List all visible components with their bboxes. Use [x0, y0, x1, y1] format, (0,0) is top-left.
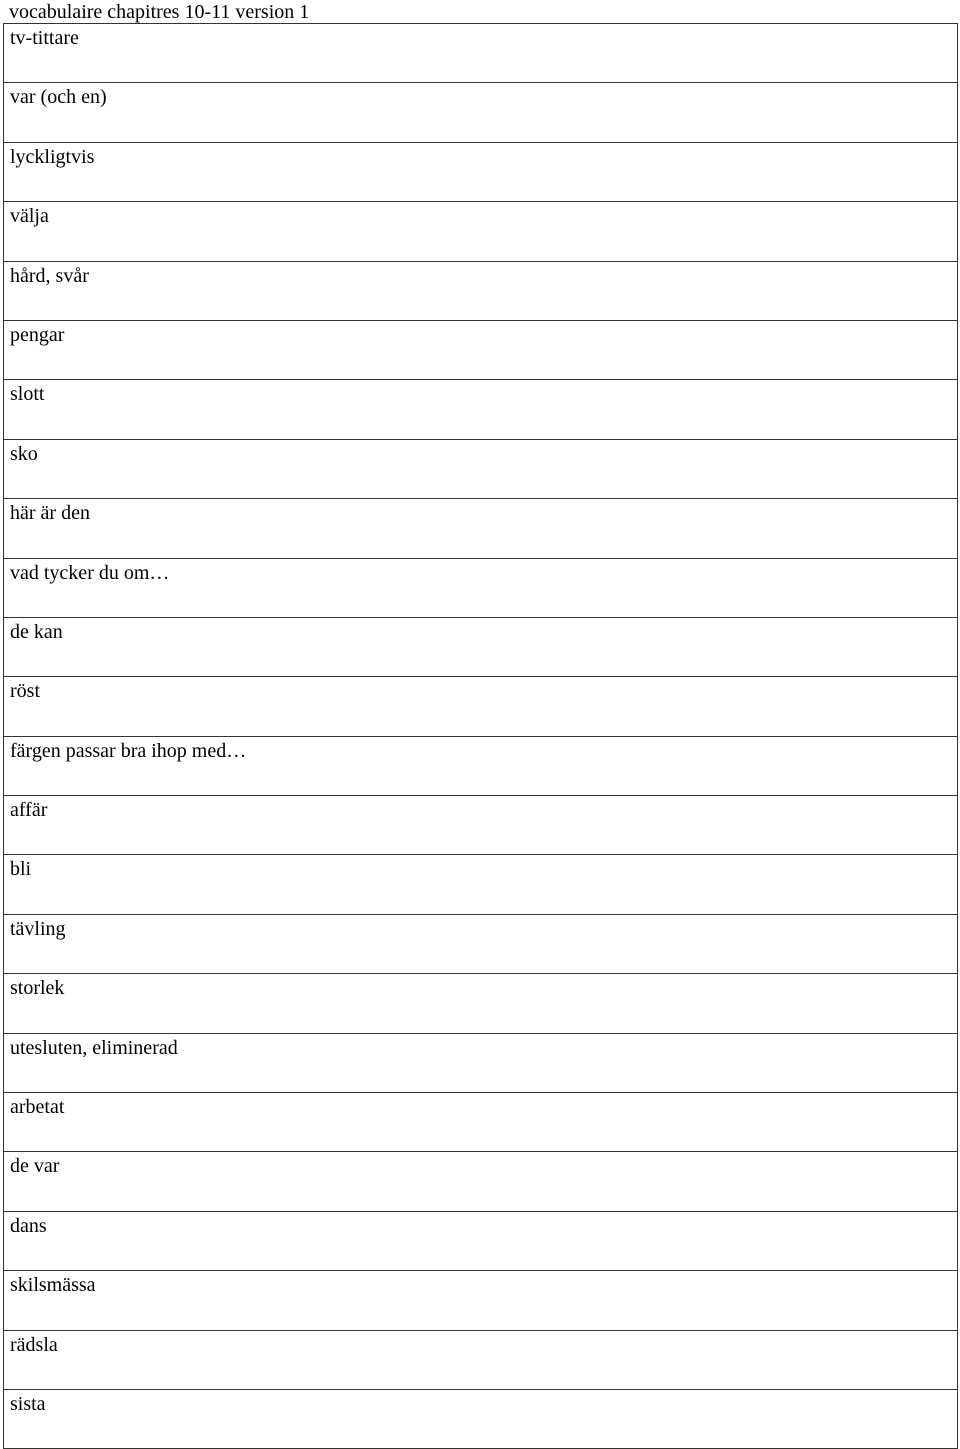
vocab-term: dans: [10, 1214, 47, 1237]
vocab-row: [4, 24, 958, 83]
vocab-term: välja: [10, 205, 49, 228]
vocab-term: pengar: [10, 323, 65, 346]
vocab-term: vad tycker du om…: [10, 561, 170, 584]
vocab-row: [4, 736, 958, 795]
vocab-cell[interactable]: [4, 1093, 958, 1152]
vocab-term: sista: [10, 1392, 46, 1415]
vocab-cell[interactable]: [4, 1033, 958, 1092]
vocab-term: slott: [10, 383, 45, 406]
vocab-cell[interactable]: [4, 320, 958, 379]
vocab-term: de kan: [10, 620, 63, 643]
vocab-term: skilsmässa: [10, 1274, 96, 1297]
vocab-term: röst: [10, 680, 40, 703]
vocab-row: [4, 380, 958, 439]
vocab-cell[interactable]: [4, 736, 958, 795]
vocab-row: [4, 1389, 958, 1448]
vocab-row: [4, 1093, 958, 1152]
vocab-row: [4, 142, 958, 201]
vocab-row: [4, 261, 958, 320]
vocab-row: [4, 558, 958, 617]
vocab-term: färgen passar bra ihop med…: [10, 739, 247, 762]
vocab-cell[interactable]: [4, 1330, 958, 1389]
vocab-cell[interactable]: [4, 677, 958, 736]
vocab-row: [4, 914, 958, 973]
vocab-term: de var: [10, 1155, 60, 1178]
vocab-cell[interactable]: [4, 380, 958, 439]
vocab-row: [4, 1152, 958, 1211]
vocab-cell[interactable]: [4, 142, 958, 201]
vocab-row: [4, 855, 958, 914]
vocab-row: [4, 1033, 958, 1092]
vocab-row: [4, 677, 958, 736]
vocab-term: lyckligtvis: [10, 145, 95, 168]
vocab-term: storlek: [10, 977, 65, 1000]
vocab-cell[interactable]: [4, 24, 958, 83]
vocab-cell[interactable]: [4, 1389, 958, 1448]
vocab-term: tv-tittare: [10, 27, 79, 49]
vocab-row: [4, 974, 958, 1033]
vocab-row: [4, 1330, 958, 1389]
vocab-row: [4, 439, 958, 498]
vocab-cell[interactable]: [4, 83, 958, 142]
vocab-term: rädsla: [10, 1333, 58, 1356]
vocab-cell[interactable]: [4, 617, 958, 676]
vocab-cell[interactable]: [4, 499, 958, 558]
vocabulary-table: [3, 23, 958, 1449]
vocab-term: tävling: [10, 917, 66, 940]
vocab-cell[interactable]: [4, 439, 958, 498]
vocab-row: [4, 1271, 958, 1330]
vocab-cell[interactable]: [4, 974, 958, 1033]
vocab-cell[interactable]: [4, 796, 958, 855]
vocab-cell[interactable]: [4, 1271, 958, 1330]
vocab-row: [4, 320, 958, 379]
vocab-row: [4, 796, 958, 855]
vocab-cell[interactable]: [4, 914, 958, 973]
vocab-cell[interactable]: [4, 1152, 958, 1211]
vocab-cell[interactable]: [4, 855, 958, 914]
vocab-cell[interactable]: [4, 558, 958, 617]
vocab-term: sko: [10, 442, 38, 465]
vocab-row: [4, 83, 958, 142]
vocab-row: [4, 202, 958, 261]
vocab-row: [4, 617, 958, 676]
vocab-term: var (och en): [10, 86, 107, 109]
vocab-term: här är den: [10, 502, 90, 525]
vocab-row: [4, 1211, 958, 1270]
vocab-cell[interactable]: [4, 202, 958, 261]
vocab-term: hård, svår: [10, 264, 89, 287]
vocab-term: affär: [10, 799, 48, 822]
vocab-cell[interactable]: [4, 1211, 958, 1270]
vocab-term: utesluten, eliminerad: [10, 1036, 178, 1059]
vocab-cell[interactable]: [4, 261, 958, 320]
document-title: vocabulaire chapitres 10-11 version 1: [9, 1, 310, 23]
vocab-term: bli: [10, 858, 32, 881]
vocabulary-table-body: [4, 24, 958, 1449]
vocab-term: arbetat: [10, 1096, 65, 1119]
vocab-row: [4, 499, 958, 558]
